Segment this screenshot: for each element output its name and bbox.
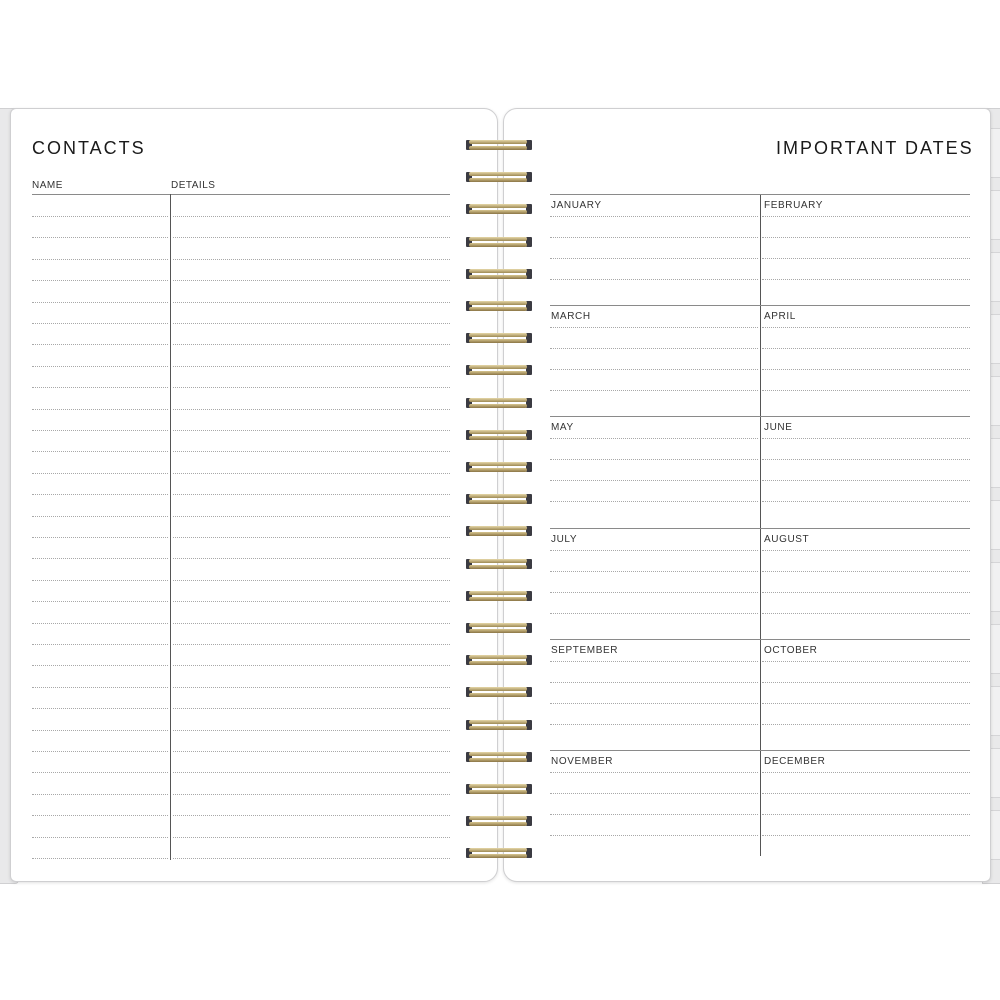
contact-name-line[interactable] bbox=[32, 366, 168, 367]
contact-details-line[interactable] bbox=[173, 623, 450, 624]
contact-name-line[interactable] bbox=[32, 858, 168, 859]
contacts-column-divider bbox=[170, 194, 171, 860]
contact-details-line[interactable] bbox=[173, 687, 450, 688]
contact-details-line[interactable] bbox=[173, 323, 450, 324]
date-entry-line[interactable] bbox=[550, 661, 758, 662]
spiral-coil bbox=[466, 332, 532, 344]
contact-details-line[interactable] bbox=[173, 708, 450, 709]
month-label: JUNE bbox=[764, 422, 793, 434]
month-row-rule bbox=[550, 194, 970, 195]
date-entry-line[interactable] bbox=[762, 438, 970, 439]
month-label: JULY bbox=[551, 533, 578, 545]
contact-name-line[interactable] bbox=[32, 794, 168, 795]
months-column-divider bbox=[760, 194, 761, 856]
date-entry-line[interactable] bbox=[762, 571, 970, 572]
date-entry-line[interactable] bbox=[550, 459, 758, 460]
spiral-coil bbox=[466, 397, 532, 409]
spiral-coil bbox=[466, 654, 532, 666]
contact-name-line[interactable] bbox=[32, 216, 168, 217]
contact-details-line[interactable] bbox=[173, 837, 450, 838]
date-entry-line[interactable] bbox=[762, 661, 970, 662]
contact-name-line[interactable] bbox=[32, 730, 168, 731]
date-entry-line[interactable] bbox=[550, 369, 758, 370]
month-row-rule bbox=[550, 639, 970, 640]
contact-details-line[interactable] bbox=[173, 430, 450, 431]
contact-details-line[interactable] bbox=[173, 858, 450, 859]
contact-name-line[interactable] bbox=[32, 451, 168, 452]
contact-details-line[interactable] bbox=[173, 730, 450, 731]
spiral-coil bbox=[466, 429, 532, 441]
contact-name-line[interactable] bbox=[32, 665, 168, 666]
date-entry-line[interactable] bbox=[762, 682, 970, 683]
date-entry-line[interactable] bbox=[550, 348, 758, 349]
date-entry-line[interactable] bbox=[550, 571, 758, 572]
spiral-coil bbox=[466, 847, 532, 859]
contact-name-line[interactable] bbox=[32, 580, 168, 581]
contact-details-line[interactable] bbox=[173, 580, 450, 581]
date-entry-line[interactable] bbox=[762, 390, 970, 391]
contact-name-line[interactable] bbox=[32, 259, 168, 260]
date-entry-line[interactable] bbox=[550, 279, 758, 280]
date-entry-line[interactable] bbox=[550, 438, 758, 439]
contact-name-line[interactable] bbox=[32, 302, 168, 303]
contact-name-line[interactable] bbox=[32, 708, 168, 709]
contacts-title: CONTACTS bbox=[32, 138, 146, 158]
date-entry-line[interactable] bbox=[762, 258, 970, 259]
date-entry-line[interactable] bbox=[550, 703, 758, 704]
spiral-coil bbox=[466, 558, 532, 570]
contact-name-line[interactable] bbox=[32, 772, 168, 773]
contact-details-line[interactable] bbox=[173, 216, 450, 217]
spiral-coil bbox=[466, 493, 532, 505]
month-label: FEBRUARY bbox=[764, 200, 824, 211]
contact-name-line[interactable] bbox=[32, 280, 168, 281]
contact-details-line[interactable] bbox=[173, 516, 450, 517]
date-entry-line[interactable] bbox=[762, 480, 970, 481]
name-column-header: NAME bbox=[32, 180, 63, 191]
date-entry-line[interactable] bbox=[762, 459, 970, 460]
date-entry-line[interactable] bbox=[550, 835, 758, 836]
month-label: MARCH bbox=[551, 311, 591, 323]
contact-name-line[interactable] bbox=[32, 387, 168, 388]
month-label: AUGUST bbox=[764, 533, 810, 545]
date-entry-line[interactable] bbox=[550, 550, 758, 551]
important-dates-title: IMPORTANT DATES bbox=[776, 138, 974, 158]
spiral-coil bbox=[466, 525, 532, 537]
date-entry-line[interactable] bbox=[550, 772, 758, 773]
spiral-coil bbox=[466, 783, 532, 795]
spiral-coil bbox=[466, 268, 532, 280]
spiral-coil bbox=[466, 171, 532, 183]
contact-name-line[interactable] bbox=[32, 537, 168, 538]
month-label: NOVEMBER bbox=[551, 756, 614, 767]
date-entry-line[interactable] bbox=[762, 369, 970, 370]
month-label: APRIL bbox=[764, 311, 796, 323]
date-entry-line[interactable] bbox=[762, 279, 970, 280]
contact-name-line[interactable] bbox=[32, 237, 168, 238]
date-entry-line[interactable] bbox=[762, 501, 970, 502]
spiral-coil bbox=[466, 719, 532, 731]
contact-details-line[interactable] bbox=[173, 280, 450, 281]
contact-name-line[interactable] bbox=[32, 751, 168, 752]
month-row-rule bbox=[550, 305, 970, 306]
date-entry-line[interactable] bbox=[550, 724, 758, 725]
contact-name-line[interactable] bbox=[32, 623, 168, 624]
month-label: OCTOBER bbox=[764, 644, 818, 656]
spiral-coil bbox=[466, 203, 532, 215]
spiral-coil bbox=[466, 686, 532, 698]
spiral-coil bbox=[466, 236, 532, 248]
date-entry-line[interactable] bbox=[762, 814, 970, 815]
date-entry-line[interactable] bbox=[762, 724, 970, 725]
date-entry-line[interactable] bbox=[762, 793, 970, 794]
date-entry-line[interactable] bbox=[762, 613, 970, 614]
contact-details-line[interactable] bbox=[173, 237, 450, 238]
spiral-coil bbox=[466, 622, 532, 634]
date-entry-line[interactable] bbox=[550, 501, 758, 502]
contact-details-line[interactable] bbox=[173, 665, 450, 666]
date-entry-line[interactable] bbox=[550, 613, 758, 614]
spiral-coil bbox=[466, 139, 532, 151]
date-entry-line[interactable] bbox=[762, 216, 970, 217]
contact-details-line[interactable] bbox=[173, 772, 450, 773]
month-row-rule bbox=[550, 750, 970, 751]
contact-name-line[interactable] bbox=[32, 409, 168, 410]
date-entry-line[interactable] bbox=[762, 550, 970, 551]
date-entry-line[interactable] bbox=[762, 772, 970, 773]
date-entry-line[interactable] bbox=[762, 348, 970, 349]
contact-name-line[interactable] bbox=[32, 601, 168, 602]
month-label: SEPTEMBER bbox=[551, 644, 619, 656]
contact-name-line[interactable] bbox=[32, 687, 168, 688]
date-entry-line[interactable] bbox=[550, 258, 758, 259]
contact-details-line[interactable] bbox=[173, 451, 450, 452]
contact-name-line[interactable] bbox=[32, 837, 168, 838]
contact-name-line[interactable] bbox=[32, 644, 168, 645]
contact-name-line[interactable] bbox=[32, 430, 168, 431]
contact-details-line[interactable] bbox=[173, 366, 450, 367]
contact-details-line[interactable] bbox=[173, 794, 450, 795]
contact-name-line[interactable] bbox=[32, 494, 168, 495]
date-entry-line[interactable] bbox=[550, 682, 758, 683]
date-entry-line[interactable] bbox=[550, 237, 758, 238]
month-label: DECEMBER bbox=[764, 756, 826, 767]
date-entry-line[interactable] bbox=[550, 480, 758, 481]
spiral-coil bbox=[466, 815, 532, 827]
date-entry-line[interactable] bbox=[762, 592, 970, 593]
spiral-coil bbox=[466, 300, 532, 312]
month-row-rule bbox=[550, 416, 970, 417]
contact-name-line[interactable] bbox=[32, 323, 168, 324]
contact-details-line[interactable] bbox=[173, 259, 450, 260]
date-entry-line[interactable] bbox=[762, 237, 970, 238]
month-label: MAY bbox=[551, 422, 574, 434]
spiral-coil bbox=[466, 751, 532, 763]
date-entry-line[interactable] bbox=[762, 835, 970, 836]
contact-details-line[interactable] bbox=[173, 644, 450, 645]
date-entry-line[interactable] bbox=[550, 592, 758, 593]
date-entry-line[interactable] bbox=[550, 814, 758, 815]
contact-details-line[interactable] bbox=[173, 387, 450, 388]
contact-details-line[interactable] bbox=[173, 494, 450, 495]
contact-name-line[interactable] bbox=[32, 473, 168, 474]
contact-details-line[interactable] bbox=[173, 815, 450, 816]
date-entry-line[interactable] bbox=[550, 327, 758, 328]
contact-details-line[interactable] bbox=[173, 409, 450, 410]
contact-details-line[interactable] bbox=[173, 537, 450, 538]
date-entry-line[interactable] bbox=[550, 793, 758, 794]
contact-name-line[interactable] bbox=[32, 815, 168, 816]
date-entry-line[interactable] bbox=[762, 327, 970, 328]
spiral-coil bbox=[466, 590, 532, 602]
contact-details-line[interactable] bbox=[173, 302, 450, 303]
date-entry-line[interactable] bbox=[550, 216, 758, 217]
date-entry-line[interactable] bbox=[550, 390, 758, 391]
contact-details-line[interactable] bbox=[173, 601, 450, 602]
date-entry-line[interactable] bbox=[762, 703, 970, 704]
spiral-coil bbox=[466, 461, 532, 473]
contacts-header-rule bbox=[32, 194, 450, 195]
details-column-header: DETAILS bbox=[171, 180, 216, 191]
month-label: JANUARY bbox=[551, 200, 602, 211]
contact-name-line[interactable] bbox=[32, 516, 168, 517]
month-row-rule bbox=[550, 528, 970, 529]
contact-name-line[interactable] bbox=[32, 344, 168, 345]
contact-details-line[interactable] bbox=[173, 558, 450, 559]
contact-details-line[interactable] bbox=[173, 751, 450, 752]
contact-details-line[interactable] bbox=[173, 473, 450, 474]
spiral-coil bbox=[466, 364, 532, 376]
contact-name-line[interactable] bbox=[32, 558, 168, 559]
contact-details-line[interactable] bbox=[173, 344, 450, 345]
